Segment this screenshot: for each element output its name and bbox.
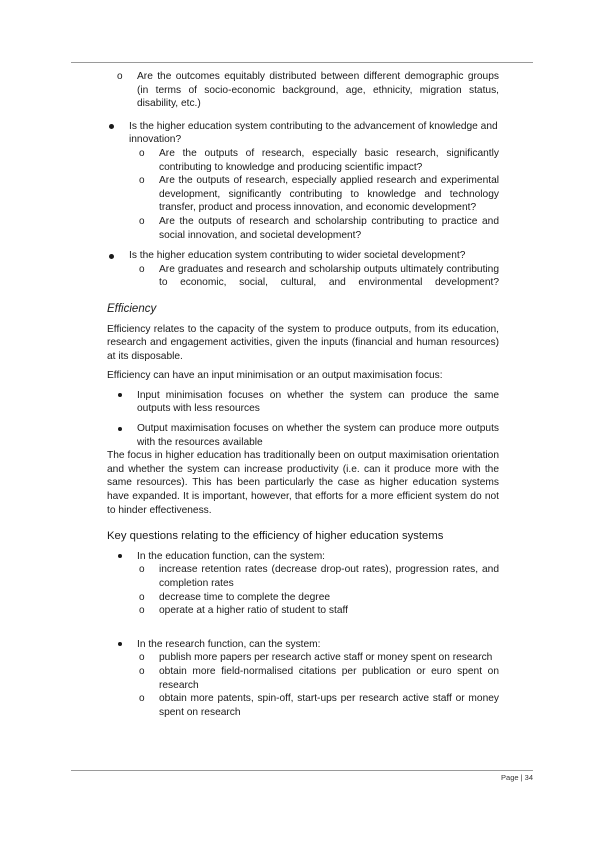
efficiency-paragraph: Efficiency relates to the capacity of the system to produce outputs, from its education, research and engagement activities, given the inputs (financial and human resources) at its disposable. bbox=[107, 323, 499, 362]
page-body bbox=[107, 70, 499, 719]
bullet-research bbox=[115, 638, 499, 720]
bullet-societal bbox=[107, 249, 499, 290]
list-item: o obtain more field-normalised citations per publication or euro spent on research bbox=[129, 665, 499, 692]
list-item: Input minimisation focuses on whether the system can produce the same outputs with less resources bbox=[115, 389, 499, 416]
efficiency-heading: Efficiency bbox=[107, 302, 157, 315]
efficiency-bullets bbox=[115, 389, 499, 449]
list-item: o operate at a higher ratio of student to staff bbox=[129, 604, 499, 618]
bullet-text: In the education function, can the system: bbox=[137, 550, 326, 562]
footer-rule bbox=[71, 770, 533, 771]
list-item: o decrease time to complete the degree bbox=[129, 591, 499, 605]
key-questions-heading: Key questions relating to the efficiency of higher education systems bbox=[107, 530, 444, 543]
key-questions-bullets bbox=[115, 550, 499, 720]
efficiency-paragraph: Efficiency can have an input minimisation or an output maximisation focus: bbox=[107, 370, 443, 382]
research-sublist bbox=[129, 651, 499, 719]
list-item: Output maximisation focuses on whether the system can produce more outputs with the resources available bbox=[115, 422, 499, 449]
societal-sublist bbox=[129, 263, 499, 290]
list-item: o publish more papers per research active staff or money spent on research bbox=[129, 651, 499, 665]
question-bullets bbox=[107, 120, 499, 290]
list-item: o increase retention rates (decrease drop-out rates), progression rates, and completion rates bbox=[129, 563, 499, 590]
list-item: o Are the outcomes equitably distributed between different demographic groups (in terms of socio-economic background, age, ethnicity, migration status, disability, etc.) bbox=[107, 70, 499, 111]
bullet-text: In the research function, can the system: bbox=[137, 638, 321, 650]
list-item: o Are the outputs of research, especially basic research, significantly contributing to knowledge and producing scientific impact? bbox=[129, 147, 499, 174]
bullet-text: Is the higher education system contributing to the advancement of knowledge and innovation? bbox=[129, 120, 498, 146]
header-rule bbox=[71, 62, 533, 63]
page-number: Page | 34 bbox=[501, 773, 533, 782]
outcomes-sublist bbox=[107, 70, 499, 111]
list-item: o Are graduates and research and scholarship outputs ultimately contributing to economic, social, cultural, and environmental development? bbox=[129, 263, 499, 290]
bullet-text: Is the higher education system contributing to wider societal development? bbox=[129, 250, 466, 262]
knowledge-sublist bbox=[129, 147, 499, 242]
list-item: o Are the outputs of research and scholarship contributing to practice and social innovation, and societal development? bbox=[129, 215, 499, 242]
bullet-education bbox=[115, 550, 499, 618]
list-item: o obtain more patents, spin-off, start-ups per research active staff or money spent on research bbox=[129, 692, 499, 719]
list-item: o Are the outputs of research, especially applied research and experimental development, significantly contributing to knowledge and technology transfer, product and process innovation, and economic development? bbox=[129, 174, 499, 215]
efficiency-paragraph: The focus in higher education has traditionally been on output maximisation orientation and whether the system can increase productivity (i.e. can it produce more with the same resources). This has been particularly the case as higher education systems have expanded. It is important, however, that efforts for a more efficient system do not to hinder effectiveness. bbox=[107, 450, 499, 516]
education-sublist bbox=[129, 563, 499, 617]
bullet-knowledge bbox=[107, 120, 499, 242]
